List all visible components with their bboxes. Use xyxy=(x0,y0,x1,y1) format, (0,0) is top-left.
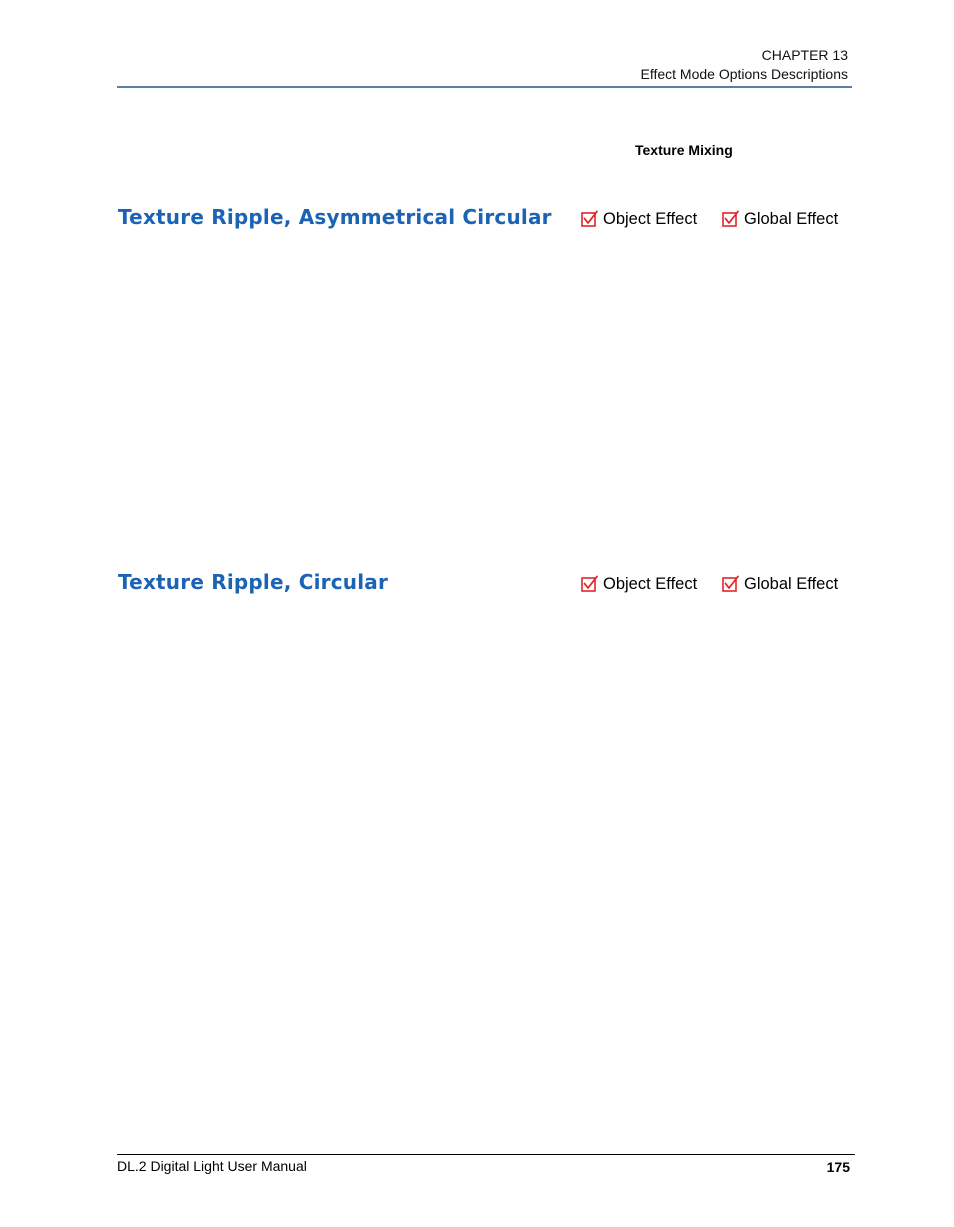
object-effect-label: Object Effect xyxy=(603,574,698,593)
object-effect-label: Object Effect xyxy=(603,209,698,228)
object-effect-badge xyxy=(581,574,697,594)
checkbox-checked-icon xyxy=(722,575,740,593)
global-effect-badge xyxy=(722,574,838,594)
section-title: Texture Ripple, Asymmetrical Circular xyxy=(118,205,552,229)
global-effect-badge xyxy=(722,209,838,229)
subsection-label: Texture Mixing xyxy=(635,142,733,158)
header-subtitle: Effect Mode Options Descriptions xyxy=(640,66,848,82)
checkbox-checked-icon xyxy=(581,210,599,228)
footer-rule xyxy=(117,1154,855,1155)
header-chapter: CHAPTER 13 xyxy=(761,47,848,63)
footer-manual-title: DL.2 Digital Light User Manual xyxy=(117,1158,307,1174)
section-title: Texture Ripple, Circular xyxy=(118,570,389,594)
global-effect-label: Global Effect xyxy=(744,574,839,593)
checkbox-checked-icon xyxy=(722,210,740,228)
page-number: 175 xyxy=(826,1159,850,1175)
object-effect-badge xyxy=(581,209,697,229)
global-effect-label: Global Effect xyxy=(744,209,839,228)
header-rule xyxy=(117,86,852,88)
checkbox-checked-icon xyxy=(581,575,599,593)
